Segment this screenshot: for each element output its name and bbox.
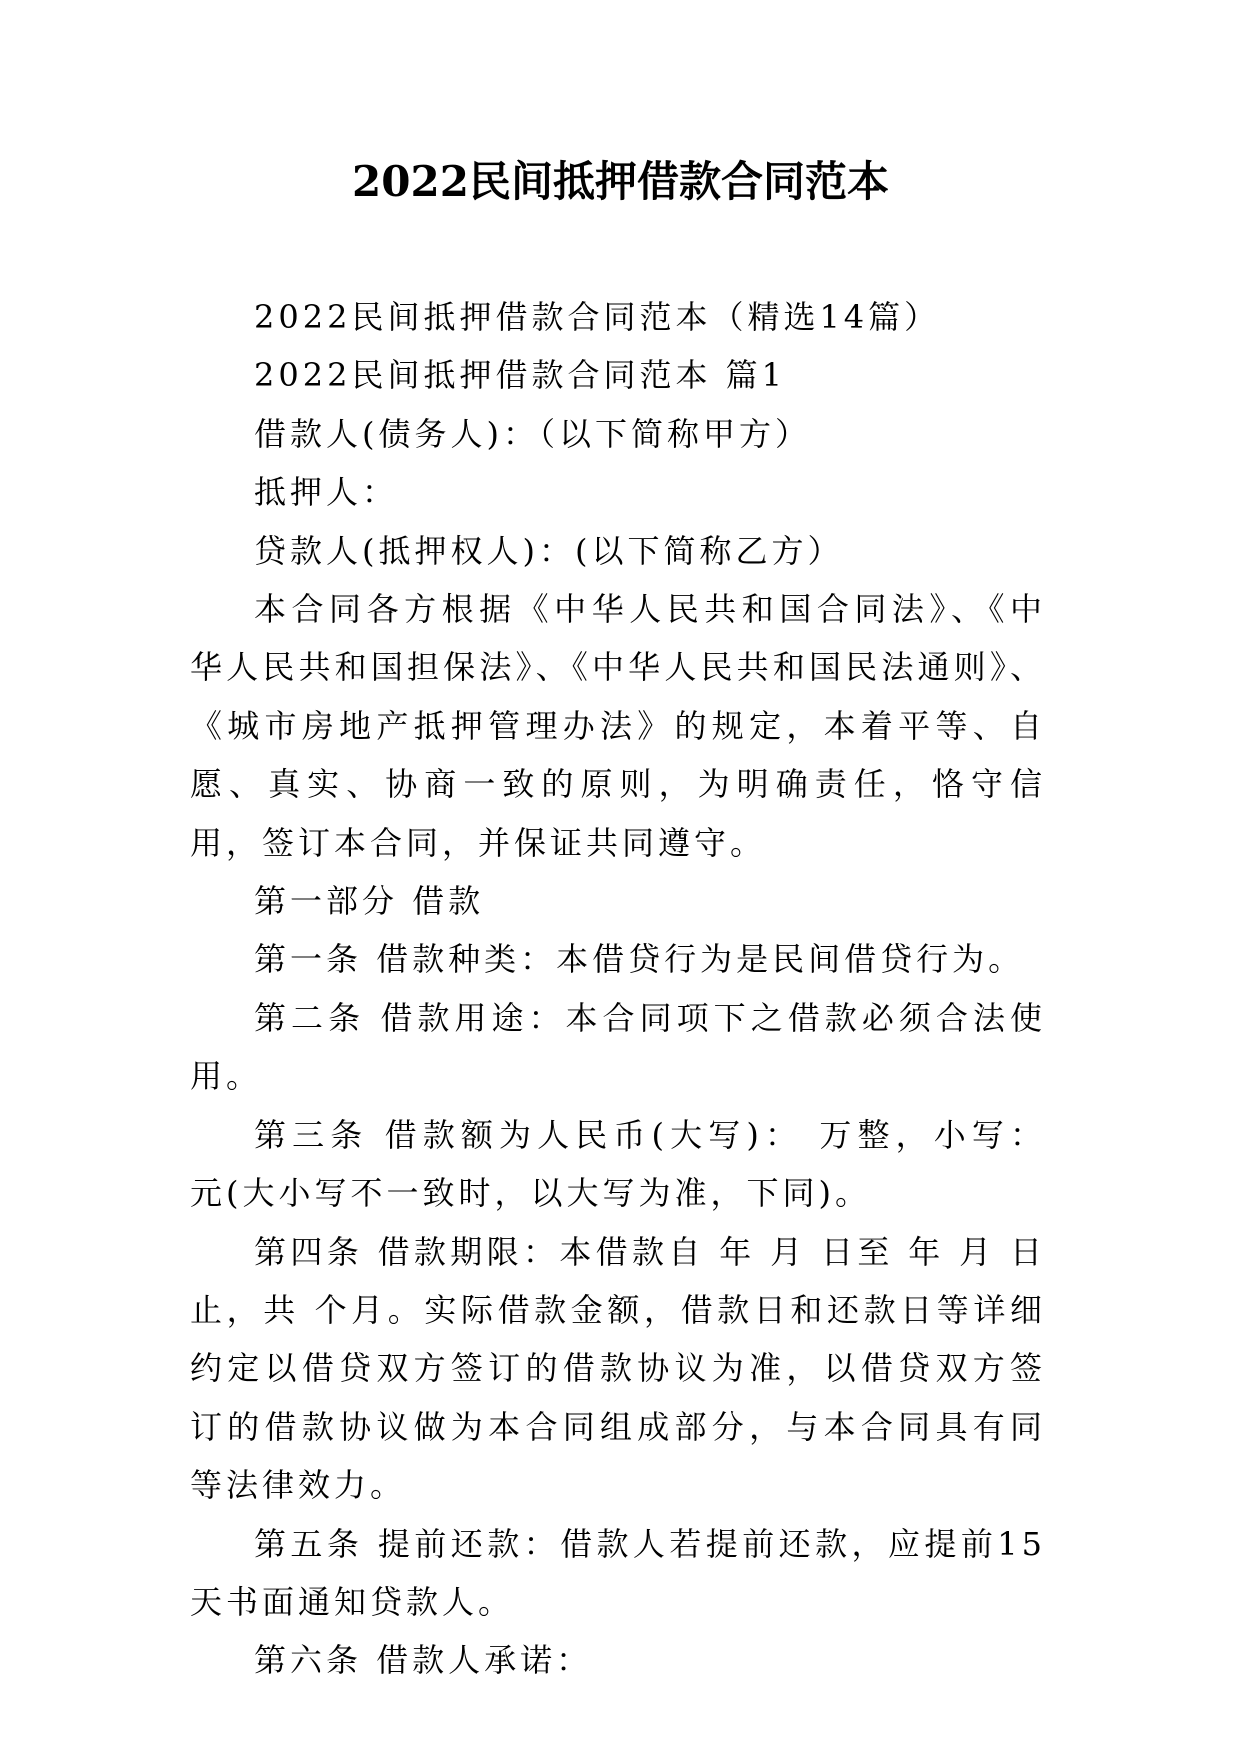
paragraph-lender: 贷款人(抵押权人)：(以下简称乙方） — [254, 531, 844, 570]
paragraph-article-5: 第五条 提前还款：借款人若提前还款，应提前15天书面通知贷款人。 — [190, 1524, 1046, 1621]
paragraph-borrower: 借款人(债务人)：（以下简称甲方） — [254, 414, 811, 453]
paragraph-article-4: 第四条 借款期限：本借款自 年 月 日至 年 月 日止，共 个月。实际借款金额，借款日和还款日等详细约定以借贷双方签订的借款协议为准，以借贷双方签订的借款协议做为本合同组成部分，与本合同具有同等法律效力。 — [190, 1232, 1046, 1505]
paragraph-mortgagor: 抵押人： — [254, 473, 399, 512]
paragraph-article-2: 第二条 借款用途：本合同项下之借款必须合法使用。 — [190, 998, 1046, 1096]
document-body — [190, 288, 1061, 1690]
paragraph-collection-title: 2022民间抵押借款合同范本（精选14篇） — [254, 298, 941, 336]
paragraph-article-6: 第六条 借款人承诺： — [254, 1641, 593, 1680]
paragraph-article-3: 第三条 借款额为人民币(大写)： 万整，小写： 元(大小写不一致时，以大写为准，下同)。 — [190, 1115, 1061, 1213]
paragraph-part-one-heading: 第一部分 借款 — [254, 882, 485, 921]
document-title: 2022民间抵押借款合同范本 — [352, 157, 889, 206]
paragraph-article-1: 第一条 借款种类：本借贷行为是民间借贷行为。 — [254, 940, 1025, 979]
paragraph-preamble: 本合同各方根据《中华人民共和国合同法》、《中华人民共和国担保法》、《中华人民共和国民法通则》、《城市房地产抵押管理办法》的规定，本着平等、自愿、真实、协商一致的原则，为明确责任，恪守信用，签订本合同，并保证共同遵守。 — [190, 590, 1046, 862]
paragraph-chapter-title: 2022民间抵押借款合同范本 篇1 — [254, 356, 786, 395]
